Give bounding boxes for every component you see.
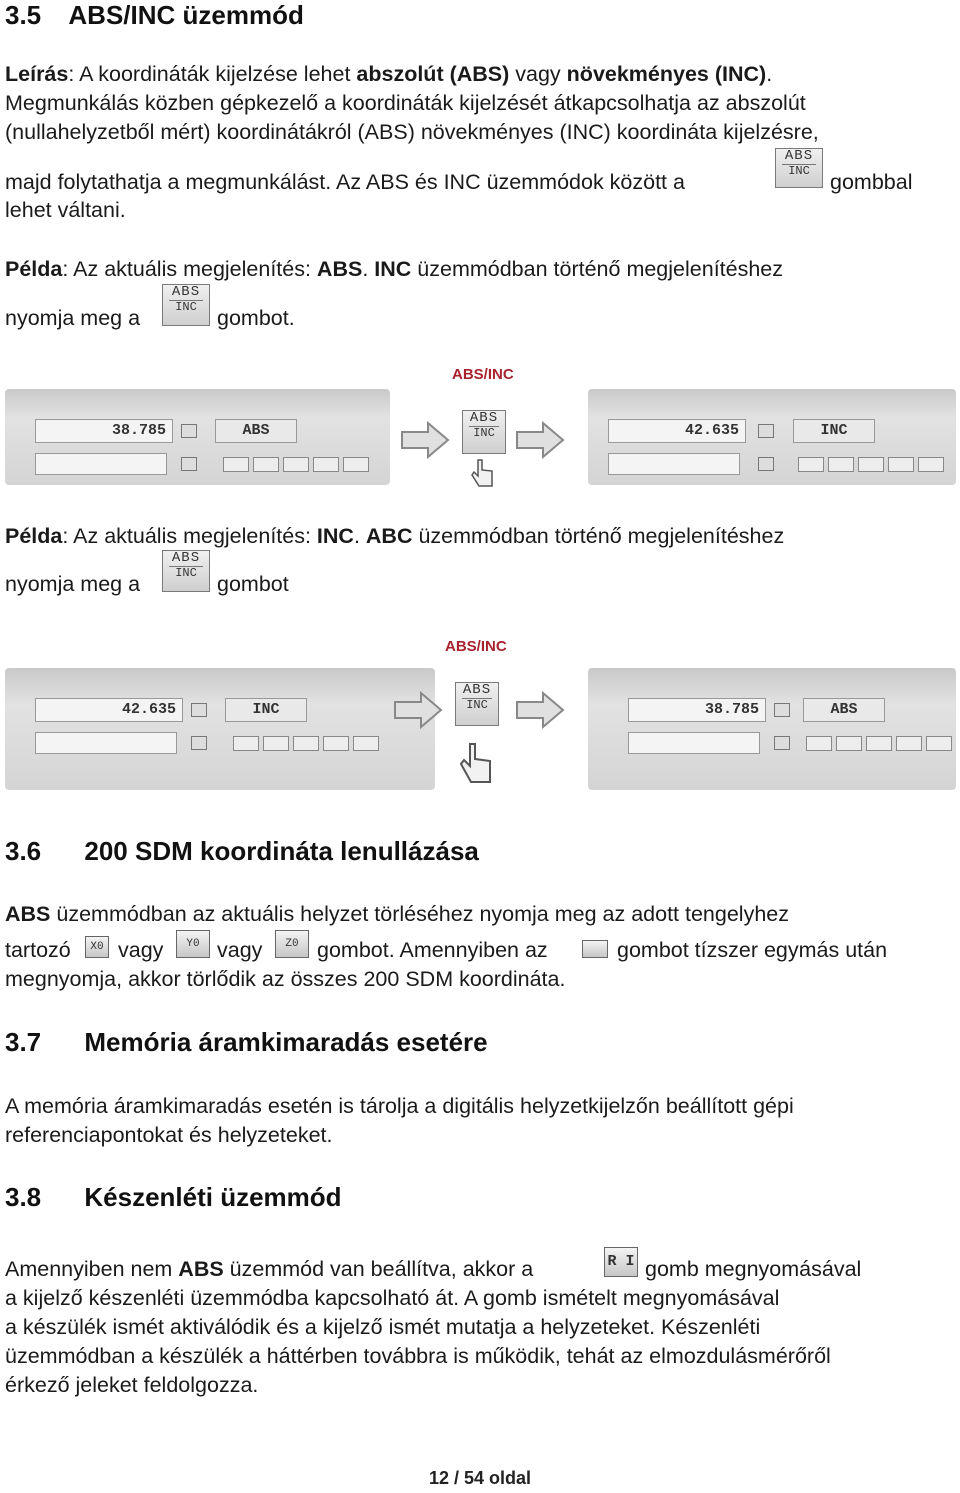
paragraph-line: A memória áramkimaradás esetén is tárolja a digitális helyzetkijelzőn beállított gépi bbox=[5, 1094, 794, 1118]
inc-label: INC bbox=[462, 698, 492, 712]
bold-text: INC bbox=[374, 257, 412, 281]
display-panel-left bbox=[5, 389, 390, 485]
indicator-icon bbox=[191, 703, 207, 717]
coordinate-readout: 42.635 bbox=[35, 698, 183, 722]
paragraph-line: vagy bbox=[118, 938, 164, 962]
paragraph-line bbox=[5, 900, 789, 929]
paragraph-line: megnyomja, akkor törlődik az összes 200 SDM koordináta. bbox=[5, 967, 566, 991]
abs-label: ABS bbox=[171, 284, 201, 300]
section-title: Memória áramkimaradás esetére bbox=[84, 1027, 488, 1057]
abs-inc-button[interactable] bbox=[462, 410, 506, 454]
text: : Az aktuális megjelenítés: bbox=[62, 524, 317, 548]
section-number: 3.5 bbox=[5, 0, 42, 30]
example-line bbox=[5, 522, 784, 551]
section-3-6-heading bbox=[5, 836, 479, 867]
paragraph-line: gombot tízszer egymás után bbox=[617, 938, 888, 962]
indicator-icon bbox=[191, 736, 207, 750]
abs-inc-button[interactable] bbox=[455, 682, 499, 726]
mode-indicator: INC bbox=[793, 419, 875, 443]
inc-label: INC bbox=[169, 566, 203, 580]
indicator-icon bbox=[758, 424, 774, 438]
hand-pointer-icon bbox=[470, 458, 496, 488]
arrow-right-icon bbox=[393, 690, 443, 730]
y0-button[interactable]: Y0 bbox=[176, 930, 210, 958]
paragraph-line: gombot. Amennyiben az bbox=[317, 938, 548, 962]
coordinate-readout: 38.785 bbox=[628, 698, 766, 722]
inc-label: INC bbox=[469, 426, 499, 440]
paragraph-line: a készülék ismét aktiválódik és a kijelző ismét mutatja a helyzeteket. Készenléti bbox=[5, 1315, 761, 1339]
text: üzemmódban az aktuális helyzet törléséhez nyomja meg az adott tengelyhez bbox=[50, 902, 789, 926]
inc-label: INC bbox=[782, 164, 816, 178]
paragraph-line: a kijelző készenléti üzemmódba kapcsolható át. A gomb ismételt megnyomásával bbox=[5, 1286, 780, 1310]
section-title: ABS/INC üzemmód bbox=[68, 0, 304, 30]
key-row bbox=[233, 736, 379, 751]
secondary-readout bbox=[628, 732, 760, 754]
section-number: 3.7 bbox=[5, 1027, 42, 1057]
section-title: 200 SDM koordináta lenullázása bbox=[84, 836, 479, 866]
paragraph-line: gomb megnyomásával bbox=[645, 1257, 862, 1281]
arrow-right-icon bbox=[515, 420, 565, 460]
text: majd folytathatja a megmunkálást. Az ABS és INC üzemmódok között a bbox=[5, 170, 685, 194]
arrow-right-icon bbox=[515, 690, 565, 730]
paragraph-line: referenciapontokat és helyzeteket. bbox=[5, 1123, 333, 1147]
paragraph-line bbox=[5, 1255, 533, 1284]
paragraph-line bbox=[5, 60, 772, 89]
paragraph-line bbox=[5, 168, 685, 197]
section-number: 3.8 bbox=[5, 1182, 42, 1212]
text: Amennyiben nem bbox=[5, 1257, 179, 1281]
label: Leírás bbox=[5, 62, 69, 86]
mode-indicator: INC bbox=[225, 698, 307, 722]
text: . bbox=[766, 62, 773, 86]
example-line: gombot. bbox=[217, 306, 295, 330]
abs-inc-button[interactable] bbox=[775, 148, 823, 188]
paragraph-line: (nullahelyzetből mért) koordinátákról (ABS) növekményes (INC) koordináta kijelzésre, bbox=[5, 120, 819, 144]
display-panel-right bbox=[588, 668, 956, 790]
secondary-readout bbox=[608, 453, 740, 475]
mode-indicator: ABS bbox=[803, 698, 885, 722]
text: . bbox=[353, 524, 366, 548]
text: üzemmódban történő megjelenítéshez bbox=[411, 257, 784, 281]
abs-inc-button[interactable] bbox=[162, 284, 210, 326]
section-3-5-heading bbox=[5, 0, 304, 31]
section-number: 3.6 bbox=[5, 836, 42, 866]
indicator-icon bbox=[181, 424, 197, 438]
bold-text: ABS bbox=[5, 902, 51, 926]
text: üzemmód van beállítva, akkor a bbox=[223, 1257, 534, 1281]
coordinate-readout: 38.785 bbox=[35, 419, 173, 443]
page-footer: 12 / 54 oldal bbox=[428, 1468, 532, 1488]
label: Példa bbox=[5, 257, 63, 281]
text: : A koordináták kijelzése lehet bbox=[68, 62, 357, 86]
figure-label: ABS/INC bbox=[445, 638, 507, 655]
abs-label: ABS bbox=[462, 682, 492, 698]
inc-label: INC bbox=[169, 300, 203, 314]
display-panel-right bbox=[588, 389, 956, 485]
text: . bbox=[362, 257, 375, 281]
paragraph-line: érkező jeleket feldolgozza. bbox=[5, 1373, 259, 1397]
paragraph-line: gombbal bbox=[830, 170, 913, 194]
hand-pointer-icon bbox=[458, 742, 494, 786]
example-line: nyomja meg a bbox=[5, 306, 141, 330]
secondary-readout bbox=[35, 732, 177, 754]
ri-button[interactable]: R I bbox=[604, 1247, 638, 1277]
label: Példa bbox=[5, 524, 63, 548]
coordinate-readout: 42.635 bbox=[608, 419, 746, 443]
text: vagy bbox=[509, 62, 567, 86]
bold-text: ABS bbox=[178, 1257, 224, 1281]
example-line bbox=[5, 255, 783, 284]
indicator-icon bbox=[181, 457, 197, 471]
paragraph-line: lehet váltani. bbox=[5, 198, 126, 222]
abs-label: ABS bbox=[469, 410, 499, 426]
z0-button[interactable]: Z0 bbox=[275, 930, 309, 958]
key-row bbox=[798, 457, 944, 472]
x0-button[interactable]: X0 bbox=[85, 936, 109, 958]
bold-text: ABS bbox=[316, 257, 363, 281]
paragraph-line: vagy bbox=[217, 938, 263, 962]
display-panel-left bbox=[5, 668, 435, 790]
example-line: nyomja meg a bbox=[5, 572, 141, 596]
reset-button[interactable] bbox=[582, 940, 608, 958]
arrow-right-icon bbox=[400, 420, 450, 460]
secondary-readout bbox=[35, 453, 167, 475]
abs-label: ABS bbox=[171, 550, 201, 566]
abs-inc-button[interactable] bbox=[162, 550, 210, 592]
section-3-8-heading bbox=[5, 1182, 342, 1213]
abs-label: ABS bbox=[784, 148, 814, 164]
bold-text: INC bbox=[316, 524, 354, 548]
section-3-7-heading bbox=[5, 1027, 488, 1058]
mode-indicator: ABS bbox=[215, 419, 297, 443]
bold-text: ABC bbox=[365, 524, 413, 548]
paragraph-line: Megmunkálás közben gépkezelő a koordináták kijelzését átkapcsolhatja az abszolút bbox=[5, 91, 806, 115]
paragraph-line: üzemmódban a készülék a háttérben továbbra is működik, tehát az elmozdulásmérőről bbox=[5, 1344, 831, 1368]
paragraph-line: tartozó bbox=[5, 938, 71, 962]
text: : Az aktuális megjelenítés: bbox=[62, 257, 317, 281]
example-line: gombot bbox=[217, 572, 289, 596]
indicator-icon bbox=[774, 703, 790, 717]
bold-text: növekményes (INC) bbox=[566, 62, 767, 86]
key-row bbox=[806, 736, 952, 751]
figure-label: ABS/INC bbox=[452, 366, 514, 383]
bold-text: abszolút (ABS) bbox=[356, 62, 510, 86]
indicator-icon bbox=[758, 457, 774, 471]
indicator-icon bbox=[774, 736, 790, 750]
text: üzemmódban történő megjelenítéshez bbox=[412, 524, 785, 548]
key-row bbox=[223, 457, 369, 472]
section-title: Készenléti üzemmód bbox=[84, 1182, 342, 1212]
